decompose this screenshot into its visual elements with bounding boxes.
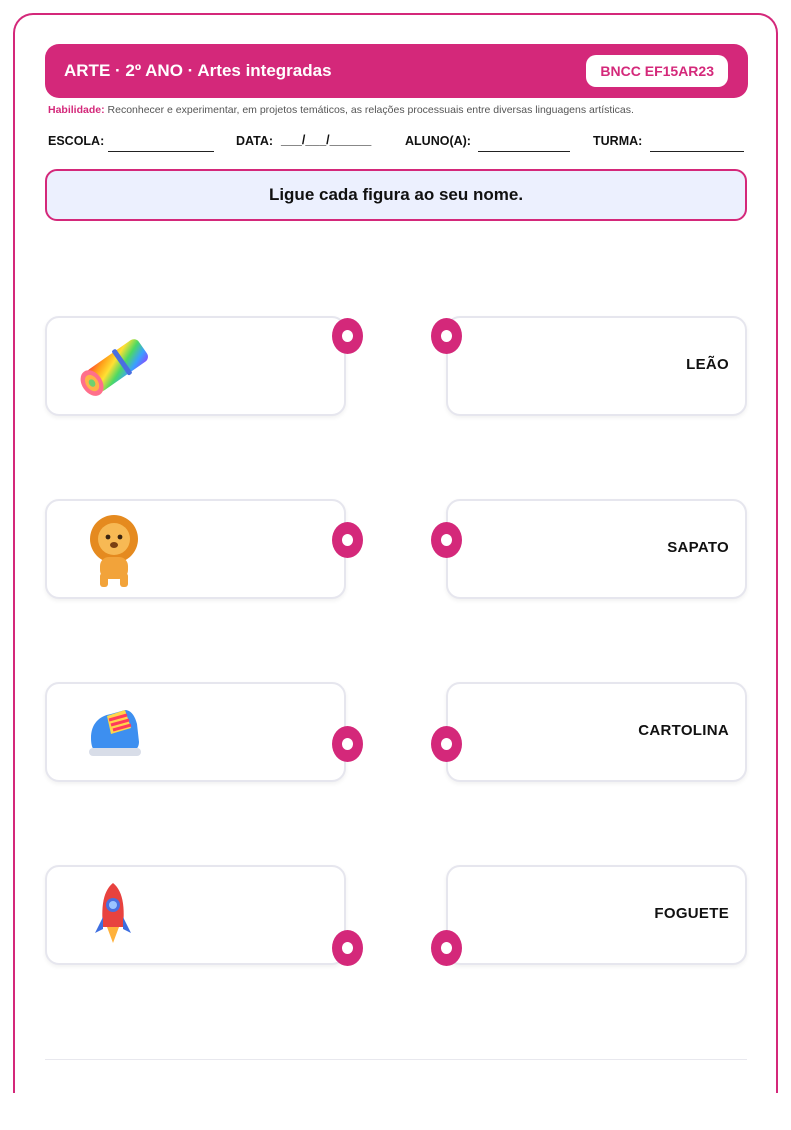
habilidade-description: Reconhecer e experimentar, em projetos temáticos, as relações processuais entre diversas linguagens artísticas. (107, 104, 634, 116)
word-card-2 (446, 499, 747, 599)
connection-dot-right-1[interactable] (431, 318, 462, 354)
escola-field[interactable] (108, 151, 214, 152)
connection-dot-right-4[interactable] (431, 930, 462, 966)
lion-image (83, 511, 145, 591)
data-field[interactable]: ___/___/______ (281, 133, 372, 147)
aluno-field[interactable] (478, 151, 570, 152)
picture-card-2 (45, 499, 346, 599)
rolled-cardstock-image (75, 330, 155, 404)
instruction-box (45, 169, 747, 221)
instruction-text: Ligue cada figura ao seu nome. (268, 185, 524, 204)
connection-dot-left-4[interactable] (332, 930, 363, 966)
turma-field[interactable] (650, 151, 744, 152)
picture-card-1 (45, 316, 346, 416)
escola-label: ESCOLA: (48, 134, 105, 148)
picture-card-3 (45, 682, 346, 782)
word-card-3 (446, 682, 747, 782)
habilidade-label: Habilidade: (48, 104, 105, 116)
connection-dot-right-3[interactable] (431, 726, 462, 762)
word-label-3: CARTOLINA (638, 722, 729, 739)
rocket-image (91, 881, 135, 949)
word-card-4 (446, 865, 747, 965)
header-bar (45, 44, 748, 98)
habilidade-text (48, 104, 748, 116)
connection-dot-left-1[interactable] (332, 318, 363, 354)
connection-dot-right-2[interactable] (431, 522, 462, 558)
aluno-label: ALUNO(A): (405, 134, 471, 148)
bncc-badge: BNCC EF15AR23 (586, 55, 728, 87)
word-label-4: FOGUETE (654, 905, 729, 922)
turma-label: TURMA: (593, 134, 643, 148)
word-label-2: SAPATO (667, 539, 729, 556)
picture-card-4 (45, 865, 346, 965)
connection-dot-left-3[interactable] (332, 726, 363, 762)
footer-divider (45, 1059, 747, 1060)
word-card-1 (446, 316, 747, 416)
connection-dot-left-2[interactable] (332, 522, 363, 558)
shoe-image (85, 702, 145, 766)
word-label-1: LEÃO (686, 356, 729, 373)
header-title: ARTE · 2º ANO · Artes integradas (64, 61, 332, 80)
data-label: DATA: (236, 134, 274, 148)
